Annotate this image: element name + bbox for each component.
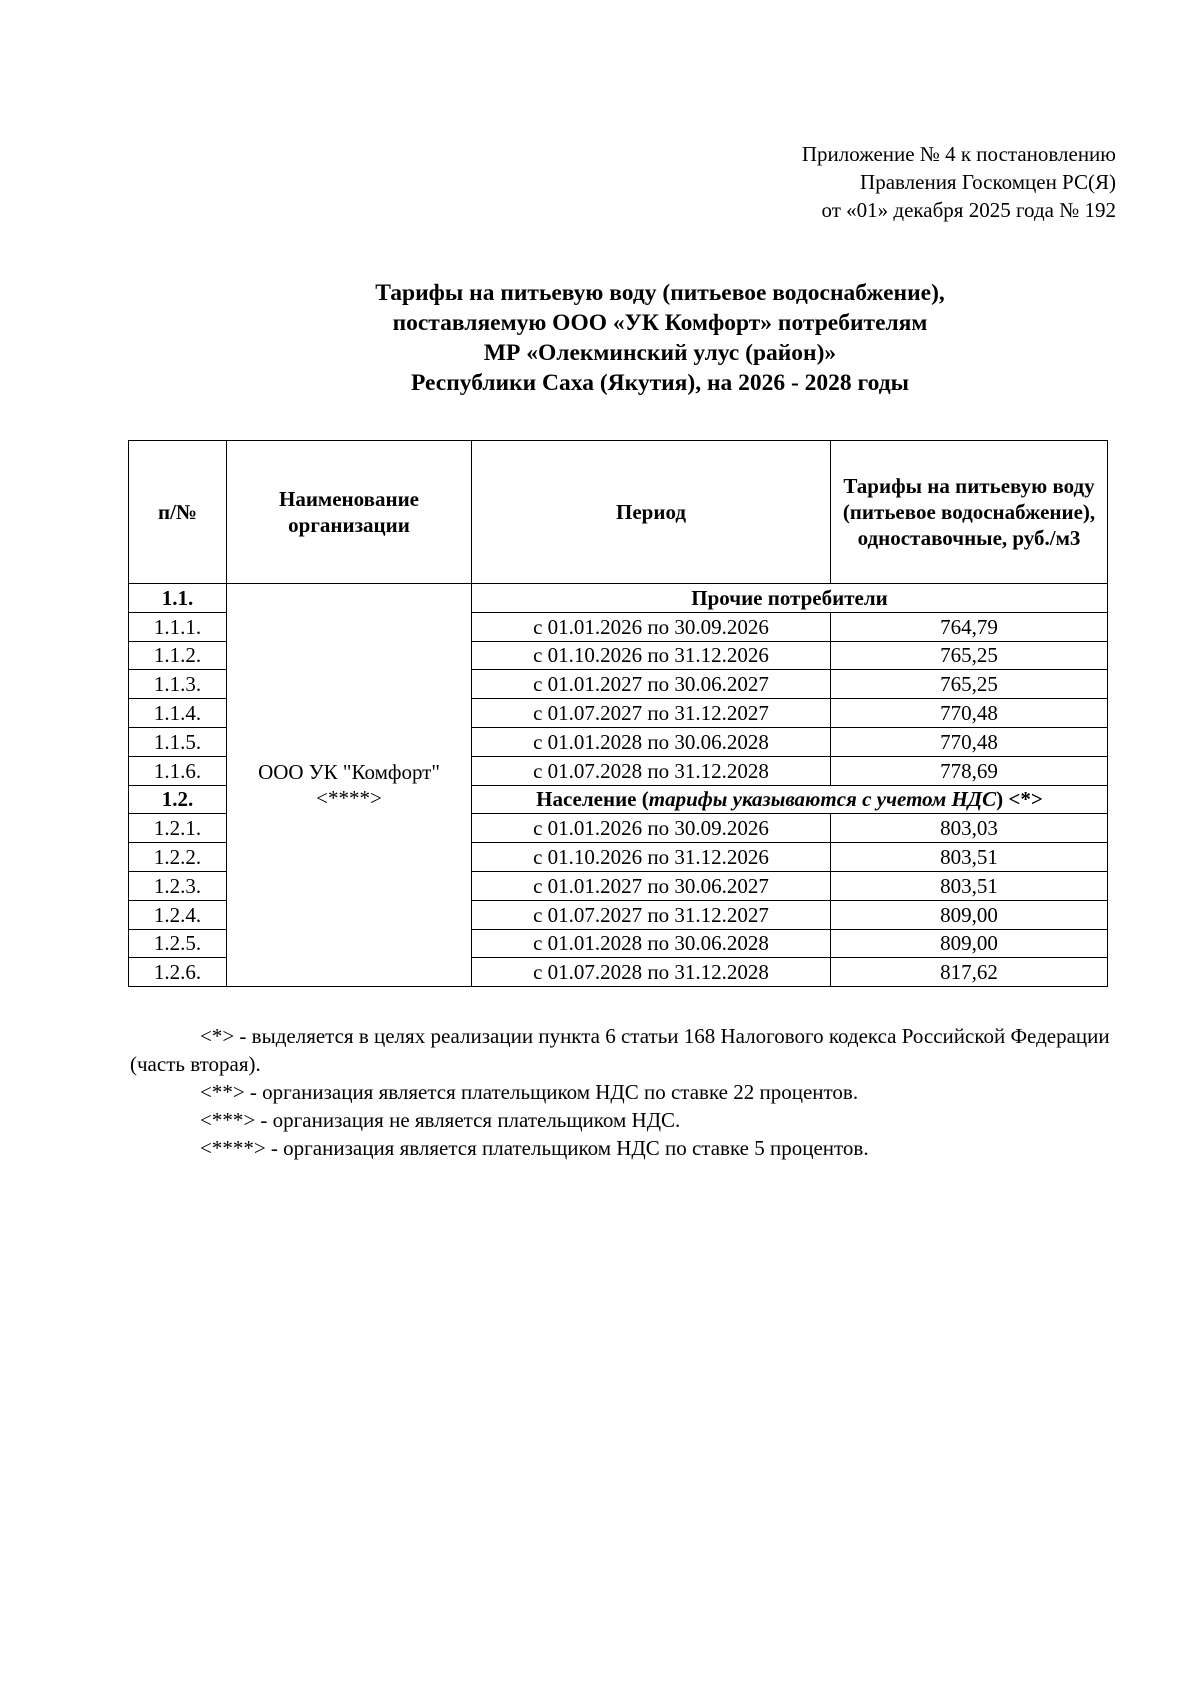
group-label-italic: тарифы указываются с учетом НДС — [648, 787, 997, 812]
header-num: п/№ — [129, 441, 227, 584]
footnote: <*> - выделяется в целях реализации пункта 6 статьи 168 Налогового кодекса Российской Федерации (часть вторая). — [130, 1024, 1110, 1076]
row-period: с 01.07.2028 по 31.12.2028 — [472, 958, 831, 987]
row-num: 1.2.2. — [129, 843, 227, 872]
row-period: с 01.01.2027 по 30.06.2027 — [472, 871, 831, 900]
appendix-line-3: от «01» декабря 2025 года № 192 — [821, 198, 1116, 222]
row-period: с 01.10.2026 по 31.12.2026 — [472, 843, 831, 872]
group-num: 1.2. — [129, 785, 227, 814]
footnotes — [130, 1022, 1120, 1162]
footnote: <****> - организация является плательщиком НДС по ставке 5 процентов. — [200, 1136, 869, 1160]
row-period: с 01.07.2027 по 31.12.2027 — [472, 699, 831, 728]
footnote: <**> - организация является плательщиком НДС по ставке 22 процентов. — [200, 1080, 859, 1104]
org-mark: <****> — [316, 786, 382, 811]
row-num: 1.2.5. — [129, 929, 227, 958]
row-num: 1.1.1. — [129, 612, 227, 641]
row-period: с 01.01.2027 по 30.06.2027 — [472, 670, 831, 699]
header-tariff: Тарифы на питьевую воду (питьевое водоснабжение), одноставочные, руб./м3 — [831, 441, 1108, 584]
row-num: 1.1.5. — [129, 727, 227, 756]
row-num: 1.2.1. — [129, 814, 227, 843]
row-value: 803,51 — [831, 871, 1108, 900]
org-name: ООО УК "Комфорт" — [258, 760, 440, 785]
group-num: 1.1. — [129, 584, 227, 613]
row-period: с 01.01.2028 по 30.06.2028 — [472, 727, 831, 756]
footnote: <***> - организация не является плательщиком НДС. — [200, 1108, 681, 1132]
group-label — [472, 785, 1108, 814]
row-value: 809,00 — [831, 900, 1108, 929]
row-value: 803,51 — [831, 843, 1108, 872]
row-period: с 01.07.2027 по 31.12.2027 — [472, 900, 831, 929]
group-row — [129, 584, 1108, 613]
row-value: 817,62 — [831, 958, 1108, 987]
row-num: 1.2.6. — [129, 958, 227, 987]
title-line-1: Тарифы на питьевую воду (питьевое водоснабжение), — [375, 280, 945, 306]
header-period: Период — [472, 441, 831, 584]
appendix-line-1: Приложение № 4 к постановлению — [801, 142, 1116, 166]
org-cell — [227, 584, 472, 987]
appendix-header — [516, 140, 1116, 224]
row-num: 1.1.2. — [129, 641, 227, 670]
row-num: 1.1.4. — [129, 699, 227, 728]
tariff-table — [128, 440, 1108, 987]
row-num: 1.1.6. — [129, 756, 227, 785]
row-value: 765,25 — [831, 670, 1108, 699]
row-value: 809,00 — [831, 929, 1108, 958]
row-value: 770,48 — [831, 699, 1108, 728]
row-period: с 01.01.2026 по 30.09.2026 — [472, 612, 831, 641]
row-period: с 01.01.2026 по 30.09.2026 — [472, 814, 831, 843]
table-header-row — [129, 441, 1108, 584]
document-title — [130, 278, 1190, 398]
row-value: 803,03 — [831, 814, 1108, 843]
row-num: 1.2.3. — [129, 871, 227, 900]
row-value: 764,79 — [831, 612, 1108, 641]
title-line-4: Республики Саха (Якутия), на 2026 - 2028 годы — [411, 370, 909, 396]
row-num: 1.1.3. — [129, 670, 227, 699]
title-line-3: МР «Олекминский улус (район)» — [483, 340, 837, 366]
appendix-line-2: Правления Госкомцен РС(Я) — [860, 170, 1116, 194]
row-value: 778,69 — [831, 756, 1108, 785]
row-period: с 01.07.2028 по 31.12.2028 — [472, 756, 831, 785]
row-period: с 01.10.2026 по 31.12.2026 — [472, 641, 831, 670]
group-label-main: Население ( — [536, 787, 649, 812]
header-org: Наименование организации — [227, 441, 472, 584]
row-value: 770,48 — [831, 727, 1108, 756]
row-num: 1.2.4. — [129, 900, 227, 929]
row-period: с 01.01.2028 по 30.06.2028 — [472, 929, 831, 958]
row-value: 765,25 — [831, 641, 1108, 670]
group-label: Прочие потребители — [472, 584, 1108, 613]
group-label-tail: ) <*> — [996, 787, 1043, 812]
title-line-2: поставляемую ООО «УК Комфорт» потребителям — [392, 310, 928, 336]
